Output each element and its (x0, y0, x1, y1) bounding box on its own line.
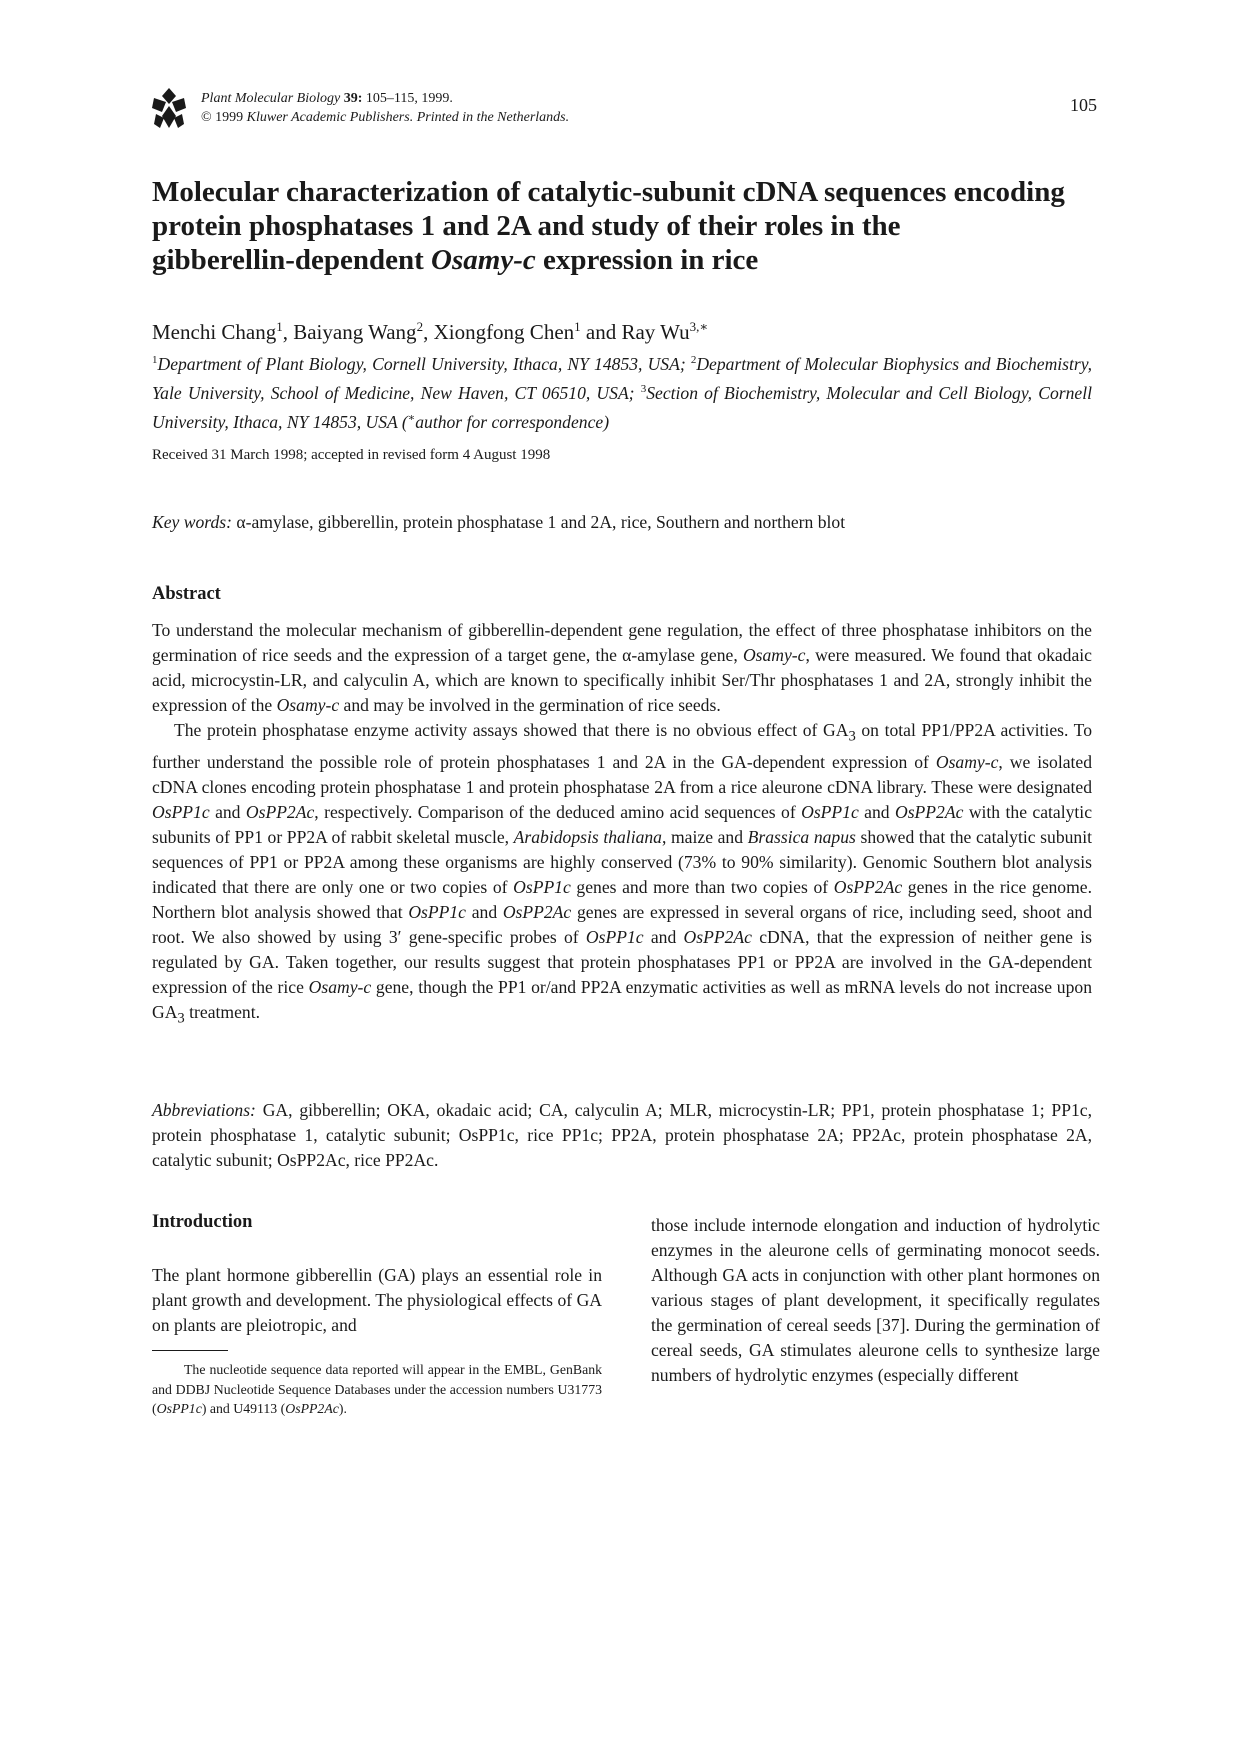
footnote-rule (152, 1350, 228, 1351)
journal-volume: 39: (343, 91, 363, 106)
species-name: Brassica napus (747, 826, 856, 847)
text-run: genes in the rice genome. Northern blot analysis showed that (152, 876, 1092, 922)
keywords (152, 512, 845, 533)
affil-2-mark: 2 (690, 354, 697, 366)
journal-pages: 105–115, 1999. (365, 91, 453, 106)
text-run: genes and more than two copies of (570, 876, 834, 897)
affil-1-mark: 1 (152, 354, 158, 366)
text-run: with the catalytic subunits of PP1 or PP2A of rabbit skeletal muscle, (152, 801, 1093, 847)
gene-name: OsPP1c (156, 1401, 202, 1416)
title-gene-name: Osamy-c (431, 244, 536, 276)
footnote (152, 1360, 602, 1419)
abstract-heading: Abstract (152, 584, 221, 604)
gene-name: OsPP2Ac (285, 1401, 339, 1416)
title-line-1: Molecular characterization of catalytic-subunit cDNA sequences encoding (152, 176, 1065, 208)
gene-name: OsPP1c (801, 801, 859, 822)
text-run: and (209, 801, 246, 822)
text-run: , we isolated cDNA clones encoding protein phosphatase 1 and protein phosphatase 2A from a rice aleurone cDNA library. These were designated (152, 751, 1093, 797)
text-run: The protein phosphatase enzyme activity assays showed that there is no obvious effect of GA (174, 720, 849, 740)
keywords-text: α-amylase, gibberellin, protein phosphatase 1 and 2A, rice, Southern and northern blot (231, 512, 846, 532)
author-1: Menchi Chang (152, 320, 277, 344)
author-list (152, 319, 708, 345)
gene-name: OsPP2Ac (895, 801, 964, 822)
introduction-left-column: The plant hormone gibberellin (GA) plays an essential role in plant growth and development. The physiological effects of GA on plants are pleiotropic, and (152, 1265, 602, 1335)
text-run: To understand the molecular mechanism of gibberellin-dependent gene regulation, the effect of three phosphatase inhibitors on the germination of rice seeds and the expression of a target gene, the α-amylase gene, (152, 620, 1092, 665)
gene-name: Osamy-c (742, 645, 806, 665)
abstract-paragraph-1 (152, 618, 1092, 718)
text-run: genes are expressed in several organs of rice, including seed, shoot and root. We also showed by using 3′ gene-specific probes of (152, 901, 1092, 947)
publisher-text: Kluwer Academic Publishers. Printed in the Netherlands. (246, 110, 570, 125)
text-run: gene, though the PP1 or/and PP2A enzymatic activities as well as mRNA levels do not increase upon GA (152, 976, 1092, 1022)
author-4: and Ray Wu (580, 320, 690, 344)
text-run: , maize and (661, 826, 748, 847)
publisher-line (201, 108, 569, 127)
author-2: , Baiyang Wang (282, 320, 417, 344)
abstract-paragraph-2 (152, 718, 1092, 1031)
title-line-3-post: expression in rice (535, 244, 759, 276)
species-name: Arabidopsis thaliana (513, 826, 662, 847)
keywords-label: Key words: (152, 512, 232, 532)
affil-3-mark: 3 (640, 382, 647, 395)
text-run: The nucleotide sequence data reported will appear in the EMBL, GenBank and DDBJ Nucleotide Sequence Databases under the accession numbers U31773 ( (152, 1362, 602, 1416)
author-3: , Xiongfong Chen (423, 320, 575, 344)
subscript: 3 (177, 1010, 185, 1027)
abbreviations-label: Abbreviations: (152, 1100, 256, 1120)
kluwer-logo-icon (152, 86, 186, 130)
gene-name: OsPP2Ac (683, 926, 752, 947)
abbreviations (152, 1098, 1092, 1173)
affiliations (152, 348, 1092, 435)
gene-name: OsPP2Ac (245, 801, 315, 822)
gene-name: OsPP2Ac (833, 876, 903, 897)
text-run: and (858, 801, 895, 822)
text-run: ) and U49113 ( (201, 1401, 286, 1416)
introduction-heading: Introduction (152, 1212, 253, 1232)
title-line-2: protein phosphatases 1 and 2A and study of their roles in the (152, 210, 901, 242)
journal-info (201, 89, 569, 127)
title-line-3-pre: gibberellin-dependent (152, 244, 432, 276)
gene-name: OsPP1c (585, 926, 644, 947)
gene-name: OsPP2Ac (502, 901, 572, 922)
text-run: and (643, 926, 684, 947)
text-run: , respectively. Comparison of the deduced amino acid sequences of (314, 801, 802, 822)
correspondence-note: author for correspondence) (415, 411, 610, 432)
journal-citation (201, 89, 569, 108)
correspondence-mark: ∗ (407, 411, 416, 424)
gene-name: OsPP1c (513, 876, 571, 897)
author-4-affil: 3,∗ (689, 319, 709, 334)
text-run: and (465, 901, 503, 922)
copyright-year: © 1999 (201, 110, 244, 125)
gene-name: Osamy-c (308, 976, 372, 997)
author-1-affil: 1 (276, 319, 283, 334)
text-run: cDNA, that the expression of neither gene is regulated by GA. Taken together, our results suggest that protein phosphatases PP1 or PP2A are involved in the GA-dependent expression of the rice (152, 926, 1092, 997)
affil-2: Department of Molecular Biophysics and Biochemistry, Yale University, School of Medicine, New Haven, CT 06510, USA; (152, 353, 1092, 403)
subscript: 3 (848, 728, 856, 745)
abbreviations-text: GA, gibberellin; OKA, okadaic acid; CA, calyculin A; MLR, microcystin-LR; PP1, protein phosphatase 1; PP1c, protein phosphatase 1, catalytic subunit; OsPP1c, rice PP1c; PP2A, protein phosphatase 2A; PP2Ac, protein phosphatase 2A, catalytic subunit; OsPP2Ac, rice PP2Ac. (152, 1100, 1092, 1170)
author-2-affil: 2 (416, 319, 424, 334)
introduction-right-column: those include internode elongation and induction of hydrolytic enzymes in the aleurone cells of germinating monocot seeds. Although GA acts in conjunction with other plant hormones on various stages of plant development, it specifically regulates the germination of cereal seeds [37]. During the germination of cereal seeds, GA stimulates aleurone cells to synthesize large numbers of hydrolytic enzymes (especially different (651, 1215, 1100, 1385)
text-run: treatment. (184, 1001, 260, 1022)
gene-name: OsPP1c (408, 901, 466, 922)
page-number: 105 (1070, 95, 1097, 115)
gene-name: OsPP1c (152, 801, 210, 822)
text-run: ). (338, 1401, 347, 1416)
text-run: on total PP1/PP2A activities. To further understand the possible role of protein phosphatases 1 and 2A in the GA-dependent expression of (152, 720, 1092, 772)
journal-name: Plant Molecular Biology (201, 91, 341, 106)
text-run: , were measured. We found that okadaic acid, microcystin-LR, and calyculin A, which are known to specifically inhibit Ser/Thr phosphatases 1 and 2A, strongly inhibit the expression of the (152, 645, 1092, 715)
abstract-body (152, 618, 1092, 1031)
gene-name: Osamy-c (935, 751, 999, 772)
received-date: Received 31 March 1998; accepted in revised form 4 August 1998 (152, 447, 551, 463)
text-run: and may be involved in the germination of rice seeds. (339, 695, 721, 715)
text-run: showed that the catalytic subunit sequences of PP1 or PP2A among these organisms are highly conserved (73% to 90% similarity). Genomic Southern blot analysis indicated that there are only one or two copies of (152, 826, 1092, 897)
affil-3: Section of Biochemistry, Molecular and Cell Biology, Cornell University, Ithaca, NY 14853, USA ( (152, 382, 1092, 432)
affil-1: Department of Plant Biology, Cornell University, Ithaca, NY 14853, USA; (157, 353, 691, 374)
paper-title (152, 175, 1092, 277)
author-3-affil: 1 (574, 319, 581, 334)
gene-name: Osamy-c (276, 695, 340, 715)
footnote-text (152, 1360, 602, 1419)
